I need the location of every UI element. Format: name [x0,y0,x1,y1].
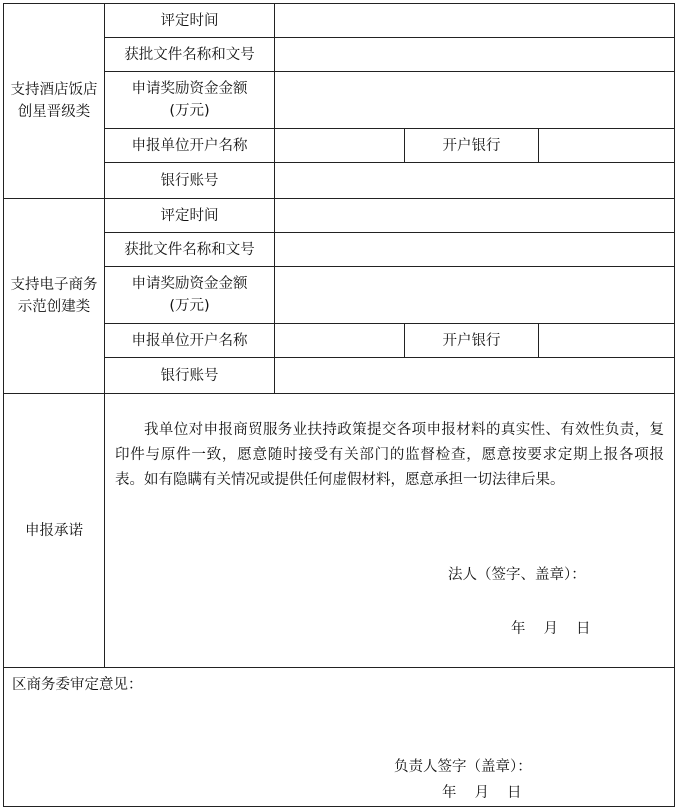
rating-time-field[interactable] [275,199,675,233]
pledge-date-month: 月 [543,621,558,637]
account-name-field[interactable] [275,129,405,163]
reward-amount-label-line2: (万元) [169,298,210,314]
category-hotel-line2: 创星晋级类 [17,104,91,120]
approval-doc-label: 获批文件名称和文号 [105,38,275,72]
reward-amount-label-line1: 申请奖励资金金额 [131,81,248,97]
pledge-label: 申报承诺 [4,394,105,668]
account-number-label: 银行账号 [105,358,275,394]
pledge-date-day: 日 [576,621,591,637]
pledge-date-year: 年 [511,621,526,637]
bank-label: 开户银行 [405,324,539,358]
pledge-text: 我单位对申报商贸服务业扶持政策提交各项申报材料的真实性、有效性负责，复印件与原件一致，愿意随时接受有关部门的监督检查，愿意按要求定期上报各项报表。如有隐瞒有关情况或提供任何虚假材料，愿意承担一切法律后果。 [115,422,665,488]
pledge-date [511,618,591,640]
reward-amount-field[interactable] [275,72,675,129]
account-number-field[interactable] [275,163,675,199]
rating-time-label: 评定时间 [105,199,275,233]
account-number-label: 银行账号 [105,163,275,199]
account-name-field[interactable] [275,324,405,358]
rating-time-label: 评定时间 [105,4,275,38]
category-ecommerce-label [4,199,105,394]
reward-amount-label-line1: 申请奖励资金金额 [131,276,248,292]
reward-amount-label [105,267,275,324]
opinion-label: 区商务委审定意见： [12,677,143,693]
reward-amount-label-line2: (万元) [169,103,210,119]
pledge-content [105,394,675,668]
opinion-date-day: 日 [507,785,522,801]
bank-label: 开户银行 [405,129,539,163]
responsible-person-signature-label: 负责人签字（盖章）： [394,759,532,775]
category-hotel-label [4,4,105,199]
approval-doc-field[interactable] [275,233,675,267]
opinion-date-month: 月 [474,785,489,801]
legal-person-signature-label: 法人（签字、盖章）： [448,567,586,583]
approval-doc-label: 获批文件名称和文号 [105,233,275,267]
category-ecommerce-line1: 支持电子商务 [10,277,98,293]
opinion-date-year: 年 [442,785,457,801]
account-name-label: 申报单位开户名称 [105,129,275,163]
account-number-field[interactable] [275,358,675,394]
application-form-table [3,3,675,807]
bank-field[interactable] [539,129,675,163]
commerce-committee-opinion[interactable] [4,668,675,807]
category-ecommerce-line2: 示范创建类 [17,299,91,315]
reward-amount-label [105,72,275,129]
account-name-label: 申报单位开户名称 [105,324,275,358]
bank-field[interactable] [539,324,675,358]
opinion-date [442,782,522,804]
category-hotel-line1: 支持酒店饭店 [10,82,98,98]
reward-amount-field[interactable] [275,267,675,324]
rating-time-field[interactable] [275,4,675,38]
approval-doc-field[interactable] [275,38,675,72]
